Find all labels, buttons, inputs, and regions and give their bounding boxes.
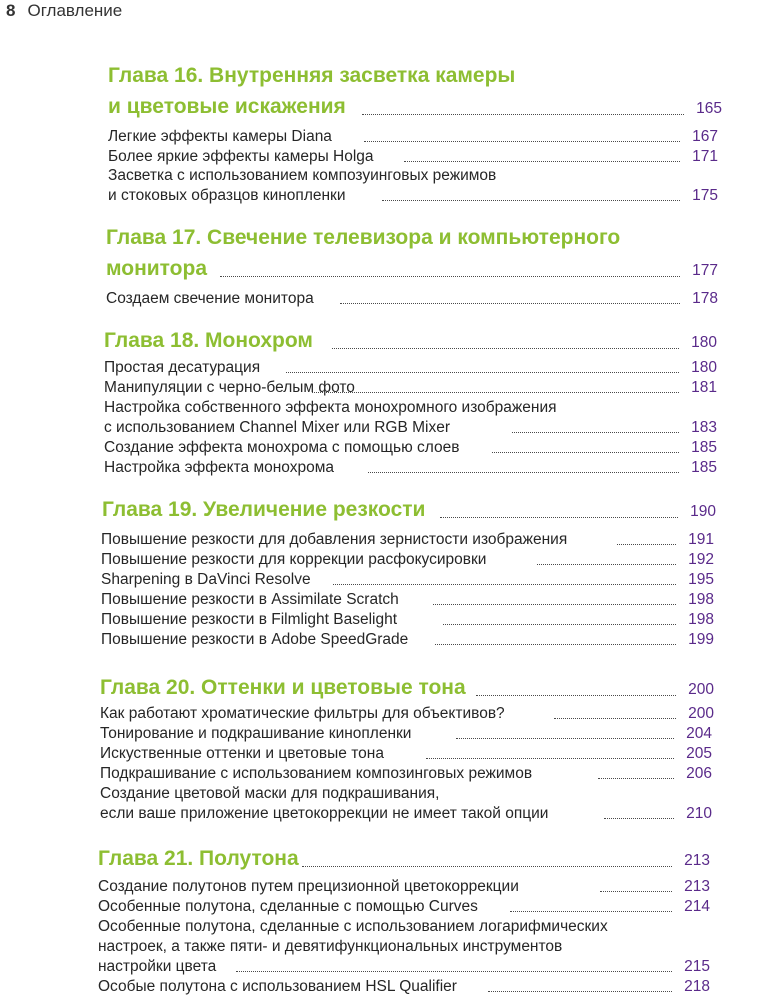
entry-title: Sharpening в DaVinci Resolve <box>101 571 311 588</box>
toc-entry <box>0 917 761 939</box>
page-ref: 215 <box>684 958 710 975</box>
toc-entry <box>0 530 761 552</box>
entry-title: Создание цветовой маски для подкрашивания, <box>100 785 440 802</box>
entry-title: настройки цвета <box>98 958 217 975</box>
page-ref: 180 <box>691 334 717 351</box>
toc-entry <box>0 957 761 979</box>
page-ref: 210 <box>686 805 712 822</box>
entry-title: Засветка с использованием композуинговых режимов <box>108 167 497 184</box>
toc-entry <box>0 438 761 460</box>
toc-entry <box>0 784 761 806</box>
entry-title: Повышение резкости в Adobe SpeedGrade <box>101 631 409 648</box>
entry-title: Как работают хроматические фильтры для объективов? <box>100 705 505 722</box>
page-ref: 185 <box>691 459 717 476</box>
dot-leader <box>488 991 672 992</box>
dot-leader <box>426 758 674 759</box>
page-ref: 204 <box>686 725 712 742</box>
dot-leader <box>382 200 680 201</box>
toc-entry <box>0 804 761 826</box>
entry-title: Манипуляции с черно-белым фото <box>104 379 355 396</box>
entry-title: Создание эффекта монохрома с помощью слоев <box>104 439 460 456</box>
chapter-title: монитора <box>106 257 208 280</box>
entry-title: Настройка собственного эффекта монохромного изображения <box>104 399 557 416</box>
toc-entry <box>0 418 761 440</box>
toc-entry <box>0 570 761 592</box>
page-ref: 180 <box>691 359 717 376</box>
chapter-heading <box>0 224 761 249</box>
dot-leader <box>554 718 676 719</box>
toc-entry <box>0 166 761 188</box>
dot-leader <box>364 141 680 142</box>
entry-title: с использованием Channel Mixer или RGB Mixer <box>104 419 450 436</box>
dot-leader <box>286 372 679 373</box>
entry-title: Настройка эффекта монохрома <box>104 459 335 476</box>
chapter-heading <box>0 93 761 118</box>
dot-leader <box>236 971 672 972</box>
toc-entry <box>0 610 761 632</box>
entry-title: Особые полутона с использованием HSL Qualifier <box>98 978 457 995</box>
dot-leader <box>512 432 679 433</box>
toc-entry <box>0 877 761 899</box>
entry-title: Легкие эффекты камеры Diana <box>108 128 332 145</box>
page-ref: 199 <box>688 631 714 648</box>
chapter-title: Глава 17. Свечение телевизора и компьютерного <box>106 226 621 249</box>
chapter-title: Глава 18. Монохром <box>104 329 313 352</box>
page-ref: 205 <box>686 745 712 762</box>
page-ref: 171 <box>692 148 718 165</box>
chapter-title: Глава 19. Увеличение резкости <box>102 498 426 521</box>
dot-leader <box>476 695 676 696</box>
page-ref: 167 <box>692 128 718 145</box>
chapter-title: Глава 21. Полутона <box>98 847 299 870</box>
entry-title: Тонирование и подкрашивание кинопленки <box>100 725 412 742</box>
page-ref: 200 <box>688 681 714 698</box>
page-number: 8 <box>6 1 16 20</box>
toc-entry <box>0 630 761 652</box>
page-ref: 178 <box>692 290 718 307</box>
page-ref: 177 <box>692 262 718 279</box>
entry-title: Подкрашивание с использованием композинговых режимов <box>100 765 533 782</box>
toc-entry <box>0 378 761 400</box>
dot-leader <box>492 452 679 453</box>
toc-entry <box>0 897 761 919</box>
toc-entry <box>0 764 761 786</box>
entry-title: и стоковых образцов кинопленки <box>108 187 346 204</box>
page-ref: 183 <box>691 419 717 436</box>
page-ref: 218 <box>684 978 710 995</box>
entry-title: Создаем свечение монитора <box>106 290 314 307</box>
toc-entry <box>0 458 761 480</box>
toc-entry <box>0 358 761 380</box>
page-ref: 192 <box>688 551 714 568</box>
dot-leader <box>443 624 676 625</box>
running-title: Оглавление <box>27 1 123 20</box>
toc-entry <box>0 550 761 572</box>
page-ref: 213 <box>684 852 710 869</box>
chapter-heading <box>0 255 761 280</box>
page-ref: 214 <box>684 898 710 915</box>
chapter-title: Глава 20. Оттенки и цветовые тона <box>100 676 466 699</box>
dot-leader <box>340 303 680 304</box>
toc-entry <box>0 186 761 208</box>
page-ref: 165 <box>696 100 722 117</box>
dot-leader <box>333 584 676 585</box>
dot-leader <box>332 348 679 349</box>
entry-title: настроек, а также пяти- и девятифункциональных инструментов <box>98 938 563 955</box>
entry-title: Искуственные оттенки и цветовые тона <box>100 745 384 762</box>
page-ref: 175 <box>692 187 718 204</box>
toc-entry <box>0 704 761 726</box>
dot-leader <box>456 738 674 739</box>
page-ref: 213 <box>684 878 710 895</box>
toc-entry <box>0 398 761 420</box>
dot-leader <box>362 114 684 115</box>
dot-leader <box>220 276 680 277</box>
toc-entry <box>0 289 761 311</box>
toc-entry <box>0 977 761 999</box>
page-ref: 181 <box>691 379 717 396</box>
page-ref: 191 <box>688 531 714 548</box>
chapter-heading <box>0 496 761 521</box>
dot-leader <box>433 604 676 605</box>
toc-entry <box>0 127 761 149</box>
page-ref: 195 <box>688 571 714 588</box>
entry-title: Особенные полутона, сделанные с помощью Curves <box>98 898 478 915</box>
dot-leader <box>302 866 672 867</box>
dot-leader <box>537 564 676 565</box>
toc-entry <box>0 937 761 959</box>
page-ref: 206 <box>686 765 712 782</box>
chapter-heading <box>0 62 761 87</box>
chapter-heading <box>0 674 761 699</box>
toc-entry <box>0 744 761 766</box>
chapter-heading <box>0 845 761 870</box>
entry-title: Особенные полутона, сделанные с использованием логарифмических <box>98 918 608 935</box>
page-ref: 200 <box>688 705 714 722</box>
chapter-title: Глава 16. Внутренняя засветка камеры <box>108 64 516 87</box>
page-ref: 198 <box>688 591 714 608</box>
entry-title: Повышение резкости в Assimilate Scratch <box>101 591 399 608</box>
dot-leader <box>368 472 679 473</box>
entry-title: Создание полутонов путем прецизионной цветокоррекции <box>98 878 519 895</box>
entry-title: Повышение резкости для коррекции расфокусировки <box>101 551 487 568</box>
dot-leader <box>435 644 676 645</box>
entry-title: если ваше приложение цветокоррекции не имеет такой опции <box>100 805 549 822</box>
entry-title: Повышение резкости в Filmlight Baselight <box>101 611 398 628</box>
page-ref: 198 <box>688 611 714 628</box>
dot-leader <box>440 517 678 518</box>
chapter-heading <box>0 327 761 352</box>
entry-title: Более яркие эффекты камеры Holga <box>108 148 374 165</box>
entry-title: Простая десатурация <box>104 359 261 376</box>
dot-leader <box>510 911 672 912</box>
entry-title: Повышение резкости для добавления зернистости изображения <box>101 531 568 548</box>
toc-entry <box>0 724 761 746</box>
toc-entry <box>0 590 761 612</box>
running-header <box>6 0 122 22</box>
dot-leader <box>404 161 680 162</box>
dot-leader <box>312 392 679 393</box>
page-ref: 190 <box>690 503 716 520</box>
chapter-title: и цветовые искажения <box>108 95 346 118</box>
page-ref: 185 <box>691 439 717 456</box>
